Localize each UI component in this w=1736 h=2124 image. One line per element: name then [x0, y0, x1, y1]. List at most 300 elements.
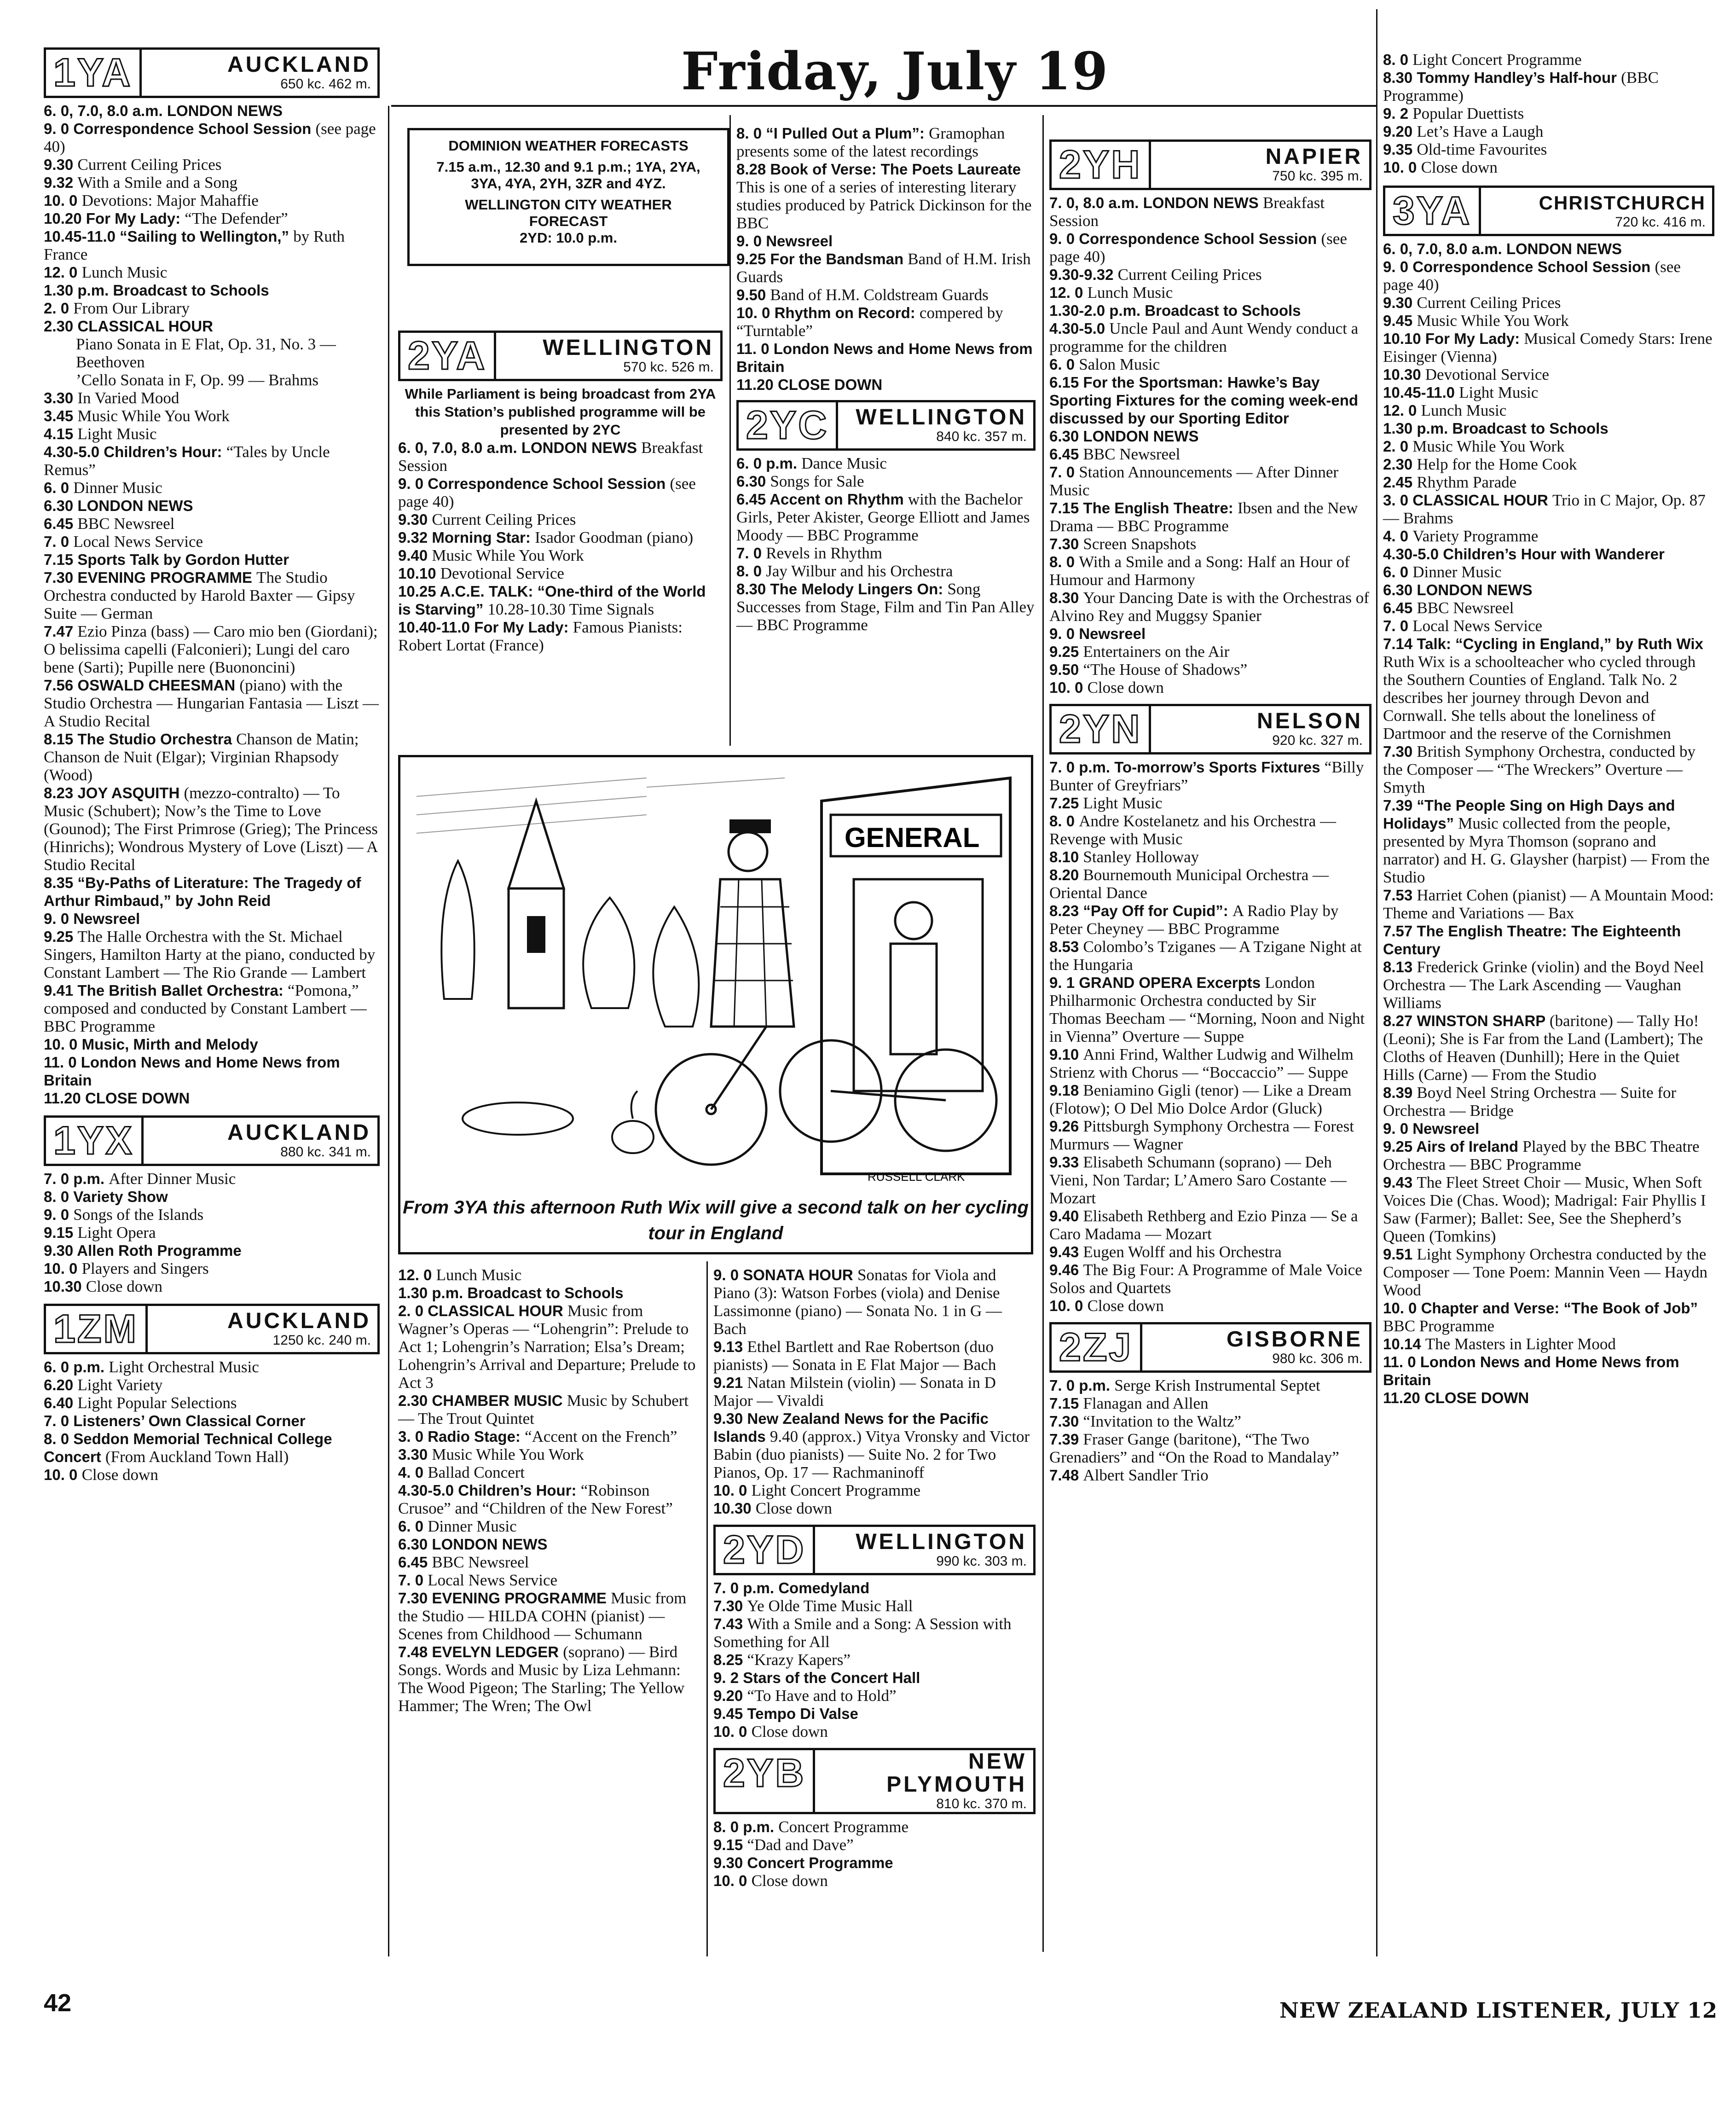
programme-detail: “To Have and to Hold”: [747, 1687, 897, 1705]
programme-time: 6. 0, 7.0, 8.0 a.m.: [44, 102, 167, 119]
programme-time: 6.30: [1383, 581, 1417, 598]
station-freq: 570 kc. 526 m.: [623, 360, 714, 375]
programme-time: 2.45: [1383, 474, 1417, 491]
programme-entry: [1049, 266, 1371, 284]
station-call: 2YA: [400, 333, 496, 379]
programme-time: 9.43: [1049, 1243, 1083, 1260]
programme-entry: [713, 1854, 1036, 1872]
programme-detail: Sonatas for Viola and Piano (3): Watson Forbes (viola) and Denise Lassimonne (piano) — Sonata No. 1 in G — Bach: [713, 1266, 1002, 1338]
programme-time: 7. 0 p.m.: [1049, 759, 1115, 776]
programme-detail: The Halle Orchestra with the St. Michael Singers, Hamilton Harty at the piano, conducted by Constant Lambert — The Rio Grande — Lambert: [44, 928, 376, 981]
programme-entry: [44, 192, 380, 209]
station-call: 2YB: [716, 1750, 815, 1812]
programme-entry: [44, 1376, 380, 1394]
programme-detail: (soprano) — Bird Songs. Words and Music by Liza Lehmann: The Wood Pigeon; The Starling; The Yellow Hammer; The Wren; The Owl: [398, 1643, 685, 1715]
station-freq: 720 kc. 416 m.: [1615, 215, 1706, 230]
programme-title: Music, Mirth and Melody: [81, 1036, 258, 1053]
programme-detail: Andre Kostelanetz and his Orchestra — Revenge with Music: [1049, 812, 1337, 848]
programme-detail: Piano Sonata in E Flat, Op. 31, No. 3 — Beethoven: [76, 335, 336, 371]
programme-time: 10. 0: [736, 304, 775, 321]
programme-entry: [713, 1615, 1036, 1651]
programme-title: LONDON NEWS: [432, 1536, 548, 1553]
programme-entry: [44, 1430, 380, 1466]
programme-time: 8. 0 p.m.: [713, 1818, 779, 1835]
programme-time: 9. 0: [44, 1206, 74, 1223]
programme-time: 6. 0: [1049, 356, 1079, 373]
programme-time: 6.45: [1383, 599, 1417, 616]
column-rule: [706, 1261, 708, 1956]
programme-detail: Popular Duettists: [1412, 104, 1524, 122]
programme-entry: [1383, 1335, 1714, 1353]
programme-entry: [1049, 463, 1371, 499]
programme-detail: Dinner Music: [1412, 563, 1502, 581]
programme-title: LONDON NEWS: [77, 497, 193, 514]
programme-time: 6.45: [398, 1554, 432, 1571]
programme-entry: [713, 1266, 1036, 1338]
programme-time: 9.32: [398, 529, 432, 546]
programme-time: 10. 0: [44, 1466, 82, 1483]
programme-detail: “Dad and Dave”: [747, 1836, 854, 1854]
programme-time: 12. 0: [1049, 284, 1088, 301]
programme-title: Newsreel: [1079, 625, 1146, 642]
programme-detail: Light Music: [77, 425, 157, 443]
programme-detail: Devotions: Major Mahaffie: [81, 192, 259, 209]
programme-time: 9. 0: [736, 232, 766, 250]
programme-entry: [1049, 1466, 1371, 1484]
programme-entry: [44, 569, 380, 622]
illustration-caption: From 3YA this afternoon Ruth Wix will give a second talk on her cycling tour in England: [403, 1197, 1029, 1243]
programme-entry: [713, 1374, 1036, 1410]
programme-entry: [398, 439, 723, 475]
programme-time: 7.15: [1049, 1395, 1083, 1412]
programme-entry: [736, 472, 1036, 490]
programme-detail: Close down: [81, 1466, 158, 1484]
programme-entry: [398, 1571, 702, 1589]
programme-detail: (see page 40): [44, 120, 376, 156]
programme-entry: [1049, 866, 1371, 902]
programme-time: 6.20: [44, 1376, 78, 1393]
station-box-2yd: [713, 1525, 1036, 1575]
programme-time: 11.20: [736, 376, 778, 393]
programme-entry: [713, 1723, 1036, 1741]
cycling-illustration: [417, 769, 1015, 1188]
station-freq: 920 kc. 327 m.: [1272, 733, 1363, 748]
weather-city-line: 2YD: 10.0 p.m.: [520, 230, 617, 246]
programme-entry: [1049, 794, 1371, 812]
programme-detail: Chanson de Matin; Chanson de Nuit (Elgar); Virginian Rhapsody (Wood): [44, 730, 359, 784]
programme-time: 9.26: [1049, 1118, 1083, 1135]
programme-entry: [1383, 545, 1714, 563]
programme-entry: [1049, 194, 1371, 230]
programme-title: London News and Home News from Britain: [1383, 1353, 1679, 1388]
programme-time: 6.45: [44, 515, 78, 532]
programme-time: 8.25: [713, 1651, 747, 1668]
programme-detail: (see page 40): [1383, 258, 1681, 294]
programme-title: Tommy Handley’s Half-hour: [1417, 69, 1621, 86]
weather-forecast-box: [407, 128, 729, 266]
programme-detail: Light Opera: [77, 1224, 156, 1242]
programme-detail: From Our Library: [73, 299, 190, 317]
programme-entry: [1383, 294, 1714, 312]
programme-entry: [1383, 383, 1714, 401]
programme-title: Radio Stage:: [428, 1428, 525, 1445]
programme-title: Correspondence School Session: [428, 475, 670, 492]
programme-time: 7.30: [398, 1590, 432, 1607]
station-call: 2YN: [1052, 706, 1151, 752]
programme-title: Airs of Ireland: [1416, 1138, 1523, 1155]
programme-detail: “Invitation to the Waltz”: [1083, 1412, 1241, 1430]
programme-detail: Station Announcements — After Dinner Music: [1049, 463, 1339, 499]
programme-entry: [398, 1517, 702, 1535]
programme-time: 9. 0: [44, 120, 74, 137]
programme-entry: [1383, 1120, 1714, 1137]
station-city: WELLINGTON: [543, 336, 714, 360]
programme-time: 10.45-11.0: [1383, 384, 1459, 401]
programme-time: 7.43: [713, 1615, 747, 1632]
programme-detail: 10.28-10.30 Time Signals: [487, 600, 654, 618]
station-call: 1YA: [46, 50, 142, 96]
programme-entry: [1383, 743, 1714, 796]
schedule-3yl-top: [1383, 51, 1714, 176]
programme-entry: [44, 317, 380, 335]
programme-entry: [713, 1669, 1036, 1687]
programme-title: Broadcast to Schools: [467, 1284, 624, 1301]
programme-time: 8.13: [1383, 958, 1417, 975]
schedule-2yn: [1049, 758, 1371, 1315]
programme-entry: [44, 622, 380, 676]
programme-time: 6.45: [1049, 446, 1083, 463]
programme-time: 6.30: [398, 1536, 432, 1553]
programme-detail: Ruth Wix is a schoolteacher who cycled through the Southern Counties of England. Talk No. 2 describes her journey through Devon and Cornwall. She tells about the loneliness of Dartmoor and the reserve of the Cornishmen: [1383, 653, 1696, 743]
programme-time: 9. 1: [1049, 974, 1079, 991]
programme-time: 7. 0 p.m.: [1049, 1377, 1115, 1394]
programme-time: 9. 0: [398, 475, 428, 492]
programme-detail: Close down: [86, 1277, 162, 1295]
programme-entry: [1383, 419, 1714, 437]
programme-detail: (see page 40): [398, 475, 696, 511]
programme-entry: [713, 1579, 1036, 1597]
station-box-2yc: [736, 400, 1036, 451]
programme-detail: ’Cello Sonata in F, Op. 99 — Brahms: [76, 371, 319, 389]
programme-entry: [736, 286, 1036, 304]
programme-time: 2. 0: [44, 300, 74, 317]
programme-time: 9.30-9.32: [1049, 266, 1118, 283]
programme-detail: “Billy Bunter of Greyfriars”: [1049, 758, 1364, 794]
programme-detail: A Radio Play by Peter Cheyney — BBC Programme: [1049, 902, 1339, 938]
programme-title: EVELYN LEDGER: [432, 1643, 563, 1660]
programme-title: Stars of the Concert Hall: [743, 1669, 920, 1686]
programme-time: 6. 0, 7.0, 8.0 a.m.: [398, 439, 521, 456]
programme-time: 7.30: [1049, 535, 1083, 552]
station-city: NELSON: [1256, 709, 1363, 733]
programme-detail: Music While You Work: [77, 407, 230, 425]
programme-time: 4.30-5.0: [1383, 546, 1443, 563]
programme-detail: (From Auckland Town Hall): [105, 1448, 289, 1466]
programme-time: 10. 0: [713, 1482, 752, 1499]
programme-title: LONDON NEWS: [1506, 240, 1622, 257]
programme-entry: [1383, 886, 1714, 922]
programme-time: 7.15: [44, 551, 78, 568]
programme-detail: Boyd Neel String Orchestra — Suite for Orchestra — Bridge: [1383, 1084, 1677, 1120]
programme-detail: BBC Programme: [1383, 1317, 1495, 1335]
schedule-2zj: [1049, 1376, 1371, 1484]
programme-detail: Rhythm Parade: [1417, 473, 1517, 491]
programme-entry: [398, 618, 723, 654]
station-city: AUCKLAND: [227, 52, 371, 77]
programme-detail: with the Bachelor Girls, Peter Akister, George Elliott and James Moody — BBC Programme: [736, 490, 1030, 544]
programme-entry: [1049, 1412, 1371, 1430]
programme-entry: [398, 1445, 702, 1463]
programme-entry: [1049, 319, 1371, 355]
programme-detail: Variety Programme: [1412, 527, 1539, 545]
programme-detail: Current Ceiling Prices: [1417, 294, 1561, 312]
programme-title: Concert Programme: [747, 1854, 893, 1871]
programme-detail: Harriet Cohen (pianist) — A Mountain Mood: Theme and Variations — Bax: [1383, 886, 1714, 922]
programme-entry: [44, 515, 380, 533]
column-5: [1383, 51, 1714, 1407]
programme-title: OSWALD CHEESMAN: [77, 677, 240, 694]
programme-entry: [736, 562, 1036, 580]
page-number: 42: [44, 1989, 72, 2017]
programme-entry: [44, 209, 380, 227]
programme-entry: [713, 1651, 1036, 1669]
programme-entry: [44, 389, 380, 407]
programme-entry: [1383, 617, 1714, 635]
programme-entry: [44, 981, 380, 1035]
programme-detail: “Krazy Kapers”: [747, 1651, 851, 1669]
programme-time: 9.21: [713, 1374, 747, 1391]
programme-detail: Close down: [751, 1872, 828, 1890]
programme-time: 9.41: [44, 982, 78, 999]
programme-time: 10. 0: [1049, 1297, 1088, 1314]
programme-detail: Gramophan presents some of the latest recordings: [736, 124, 1005, 160]
programme-time: 8. 0: [1049, 553, 1079, 570]
programme-time: 7. 0: [44, 533, 74, 550]
programme-entry: [1383, 258, 1714, 294]
programme-time: 4.30-5.0: [44, 443, 104, 460]
programme-time: 10. 0: [44, 1036, 82, 1053]
programme-time: 9.43: [1383, 1174, 1417, 1191]
programme-title: Variety Show: [73, 1188, 168, 1205]
column-3-top: [736, 124, 1036, 634]
programme-detail: Close down: [755, 1499, 832, 1517]
programme-entry: [1049, 1081, 1371, 1117]
programme-detail: Entertainers on the Air: [1083, 643, 1230, 661]
programme-time: 10. 0: [44, 1260, 82, 1277]
programme-entry: [736, 544, 1036, 562]
programme-entry: [713, 1818, 1036, 1836]
programme-detail: Local News Service: [73, 533, 203, 551]
programme-time: 8. 0: [736, 563, 766, 580]
programme-entry: [1049, 902, 1371, 938]
programme-time: 9.30: [1383, 294, 1417, 311]
programme-detail: Devotional Service: [1425, 366, 1549, 383]
programme-time: 12. 0: [398, 1266, 436, 1283]
programme-title: A.C.E. TALK: “One-third of the World is Starving”: [398, 583, 706, 618]
programme-title: For the Bandsman: [770, 250, 908, 267]
programme-time: 9.30: [44, 156, 78, 173]
programme-entry: [398, 528, 723, 546]
station-city: WELLINGTON: [856, 1530, 1027, 1554]
programme-time: 9.15: [44, 1224, 78, 1241]
programme-time: 6. 0, 7.0, 8.0 a.m.: [1383, 240, 1506, 257]
programme-time: 7. 0 p.m.: [713, 1579, 779, 1596]
programme-time: 10.14: [1383, 1335, 1425, 1352]
programme-detail: Isador Goodman (piano): [535, 528, 694, 546]
programme-time: 4.30-5.0: [398, 1482, 458, 1499]
programme-time: 1.30 p.m.: [44, 282, 113, 299]
column-rule: [388, 106, 389, 1956]
programme-title: EVENING PROGRAMME: [432, 1590, 611, 1607]
programme-entry: [398, 1463, 702, 1481]
programme-title: CLOSE DOWN: [1424, 1389, 1529, 1406]
programme-entry: [736, 580, 1036, 634]
programme-detail: Musical Comedy Stars: Irene Eisinger (Vienna): [1383, 330, 1713, 366]
programme-time: 7.25: [1049, 795, 1083, 812]
programme-time: 9.25: [1049, 643, 1083, 660]
programme-detail: Uncle Paul and Aunt Wendy conduct a programme for the children: [1049, 319, 1359, 355]
programme-detail: Trio in C Major, Op. 87 — Brahms: [1383, 491, 1706, 527]
programme-time: 10.10: [1383, 330, 1425, 347]
programme-time: 6.30: [1049, 428, 1083, 445]
programme-detail: Fraser Gange (baritone), “The Two Grenadiers” and “On the Road to Mandalay”: [1049, 1430, 1339, 1466]
programme-entry: [1383, 455, 1714, 473]
programme-time: 8. 0: [44, 1188, 74, 1205]
programme-detail: “The Defender”: [185, 209, 288, 227]
programme-entry: [398, 1553, 702, 1571]
programme-detail: Help for the Home Cook: [1417, 455, 1577, 473]
programme-time: 7.39: [1049, 1431, 1083, 1448]
station-box-2yn: [1049, 704, 1371, 754]
programme-detail: Beniamino Gigli (tenor) — Like a Dream (Flotow); O Del Mio Dolce Ardor (Gluck): [1049, 1081, 1352, 1117]
station-city: AUCKLAND: [227, 1309, 371, 1333]
programme-entry: [44, 281, 380, 299]
programme-entry: [736, 232, 1036, 250]
programme-entry: [398, 1266, 702, 1284]
programme-title: Tempo Di Valse: [747, 1705, 858, 1722]
schedule-1ya: [44, 102, 380, 1107]
programme-detail: BBC Newsreel: [77, 515, 175, 533]
programme-detail: Frederick Grinke (violin) and the Boyd Neel Orchestra — The Lark Ascending — Vaughan Williams: [1383, 958, 1704, 1012]
programme-time: 9.50: [736, 286, 770, 303]
programme-entry: [1383, 51, 1714, 69]
programme-entry: [44, 425, 380, 443]
programme-time: 9.45: [1383, 312, 1417, 329]
programme-time: 9.20: [1383, 123, 1417, 140]
programme-time: 10.20: [44, 210, 86, 227]
programme-entry: [1049, 445, 1371, 463]
programme-entry: [736, 160, 1036, 232]
programme-time: 7.48: [398, 1643, 432, 1660]
programme-time: 9. 0: [1049, 625, 1079, 642]
programme-title: New Zealand News for the Pacific Islands: [713, 1410, 989, 1445]
programme-time: 7.30: [713, 1597, 747, 1614]
programme-entry: [44, 1259, 380, 1277]
programme-time: 2.30: [398, 1392, 432, 1409]
programme-title: For My Lady:: [474, 619, 573, 636]
header-rule: [391, 105, 1376, 107]
programme-entry: [1049, 974, 1371, 1045]
programme-entry: [44, 1466, 380, 1484]
station-call: 2ZJ: [1052, 1324, 1142, 1370]
programme-title: Rhythm on Record:: [774, 304, 920, 321]
programme-time: 6. 0: [44, 479, 74, 496]
programme-entry: [1049, 355, 1371, 373]
programme-time: 3.30: [44, 389, 78, 406]
programme-entry: [1049, 1297, 1371, 1315]
programme-detail: Played by the BBC Theatre Orchestra — BBC Programme: [1383, 1137, 1700, 1173]
programme-entry: [1383, 581, 1714, 599]
programme-time: 9.40: [398, 547, 432, 564]
programme-entry: [44, 1394, 380, 1412]
programme-entry: [1383, 563, 1714, 581]
programme-title: LONDON NEWS: [521, 439, 642, 456]
programme-detail: Eugen Wolff and his Orchestra: [1083, 1243, 1282, 1261]
programme-detail: Dance Music: [801, 454, 887, 472]
programme-title: “Sailing to Wellington,”: [120, 228, 294, 245]
programme-title: Children’s Hour:: [458, 1482, 581, 1499]
column-rule: [1042, 115, 1044, 1952]
programme-time: 9. 2: [713, 1669, 743, 1686]
illustration-box: [398, 755, 1033, 1254]
programme-detail: Light Popular Selections: [77, 1394, 237, 1412]
programme-entry: [1049, 427, 1371, 445]
programme-entry: [1049, 230, 1371, 266]
programme-entry: [1383, 69, 1714, 104]
programme-time: 7.15: [1049, 499, 1083, 516]
station-call: 3YA: [1385, 188, 1481, 234]
programme-title: Chapter and Verse: “The Book of Job”: [1421, 1300, 1698, 1317]
programme-time: 10.45-11.0: [44, 228, 120, 245]
programme-detail: BBC Newsreel: [1083, 445, 1180, 463]
programme-entry: [713, 1705, 1036, 1723]
programme-detail: Songs of the Islands: [73, 1206, 204, 1224]
schedule-2yc-late: [713, 1266, 1036, 1517]
programme-entry: [713, 1410, 1036, 1481]
programme-time: 7.47: [44, 623, 78, 640]
programme-entry: [44, 1412, 380, 1430]
programme-detail: Light Music: [1083, 794, 1163, 812]
programme-detail: Band of H.M. Irish Guards: [736, 250, 1031, 286]
programme-title: For My Lady:: [1425, 330, 1524, 347]
station-city: NAPIER: [1265, 145, 1363, 169]
programme-time: 9.20: [713, 1687, 747, 1704]
programme-detail: Albert Sandler Trio: [1083, 1466, 1209, 1484]
programme-detail: Close down: [1087, 1297, 1164, 1315]
programme-time: 11. 0: [44, 1054, 81, 1071]
programme-title: London News and Home News from Britain: [736, 340, 1033, 375]
programme-entry: [1049, 302, 1371, 319]
station-freq: 650 kc. 462 m.: [280, 76, 371, 92]
programme-entry: [736, 454, 1036, 472]
programme-detail: Ibsen and the New Drama — BBC Programme: [1049, 499, 1358, 535]
programme-entry: [1049, 499, 1371, 535]
programme-time: 10. 0: [1383, 159, 1421, 176]
programme-detail: After Dinner Music: [109, 1170, 236, 1188]
programme-detail: Ethel Bartlett and Rae Robertson (duo pianists) — Sonata in E Flat Major — Bach: [713, 1338, 996, 1374]
programme-detail: Light Orchestral Music: [109, 1358, 259, 1376]
programme-time: 7.30: [1383, 743, 1417, 760]
column-rule: [729, 115, 731, 746]
programme-time: 9.10: [1049, 1046, 1083, 1063]
programme-title: The Melody Lingers On:: [770, 580, 948, 598]
station-city: WELLINGTON: [856, 405, 1027, 429]
programme-entry: [398, 1589, 702, 1643]
programme-entry: [44, 910, 380, 928]
programme-entry: [1049, 1243, 1371, 1261]
programme-entry: [1383, 140, 1714, 158]
programme-time: 7. 0: [1049, 464, 1079, 481]
